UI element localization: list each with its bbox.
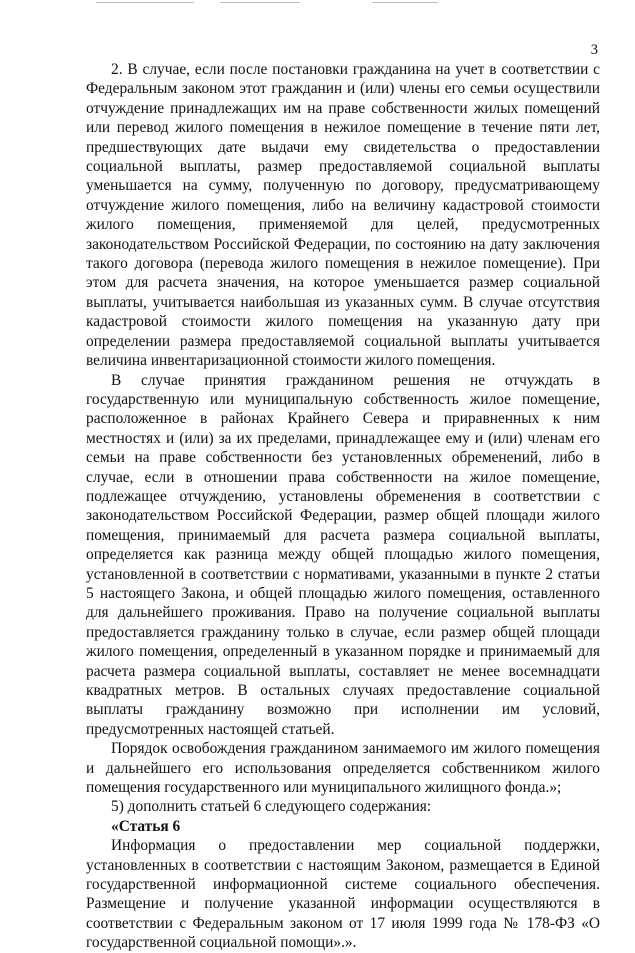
scan-edge-line [220, 2, 300, 3]
paragraph-article-6-text: Информация о предоставлении мер социальной поддержки, установленных в соответствии с настоящим Законом, размещается в Единой государственной информационной системе социального обеспечения. Размещение и получение указанной информации осуществляются в соответствии с Федеральным законом от 17 июля 1999 года № 178-ФЗ «О государственной социальной помощи».». [86, 837, 600, 952]
document-body [86, 60, 600, 953]
article-heading: «Статья 6 [111, 817, 181, 835]
page-number: 3 [590, 42, 598, 58]
scan-edge-line [372, 2, 438, 3]
paragraph-amendment-5: 5) дополнить статьей 6 следующего содержания: [111, 798, 432, 816]
paragraph-item-2: 2. В случае, если после постановки гражданина на учет в соответствии с Федеральным законом этот гражданин и (или) члены его семьи осуществили отчуждение принадлежащих им на праве собственности жилых помещений или перевод жилого помещения в нежилое помещение в течение пяти лет, предшествующих дате выдачи ему свидетельства о предоставлении социальной выплаты, размер предоставляемой социальной выплаты уменьшается на сумму, полученную по договору, предусматривающему отчуждение жилого помещения, либо на величину кадастровой стоимости жилого помещения, применяемой для целей, предусмотренных законодательством Российской Федерации, по состоянию на дату заключения такого договора (перевода жилого помещения в нежилое помещение). При этом для расчета значения, на которое уменьшается размер социальной выплаты, учитывается наибольшая из указанных сумм. В случае отсутствия кадастровой стоимости жилого помещения на указанную дату при определении размера предоставляемой социальной выплаты учитывается величина инвентаризационной стоимости жилого помещения. [86, 61, 600, 370]
paragraph-refusal-alienation: В случае принятия гражданином решения не отчуждать в государственную или муниципальную собственность жилое помещение, расположенное в районах Крайнего Севера и приравненных к ним местностях и (или) за их пределами, принадлежащее ему и (или) членам его семьи на праве собственности без установленных обременений, либо в случае, если в отношении права собственности на жилое помещение, подлежащее отчуждению, установлены обременения в соответствии с законодательством Российской Федерации, размер общей площади жилого помещения, принимаемый для расчета размера социальной выплаты, определяется как разница между общей площадью жилого помещения, установленной в соответствии с нормативами, указанными в пункте 2 статьи 5 настоящего Закона, и общей площадью жилого помещения, оставленного для дальнейшего проживания. Право на получение социальной выплаты предоставляется гражданину только в случае, если размер общей площади жилого помещения, определенный в указанном порядке и принимаемый для расчета размера социальной выплаты, составляет не менее восемнадцати квадратных метров. В остальных случаях предоставление социальной выплаты гражданину возможно при исполнении им условий, предусмотренных настоящей статьей. [86, 371, 600, 738]
paragraph-vacating-procedure: Порядок освобождения гражданином занимаемого им жилого помещения и дальнейшего его использования определяется собственником жилого помещения государственного или муниципального жилищного фонда.»; [86, 740, 600, 797]
scan-edge-line [96, 2, 194, 3]
